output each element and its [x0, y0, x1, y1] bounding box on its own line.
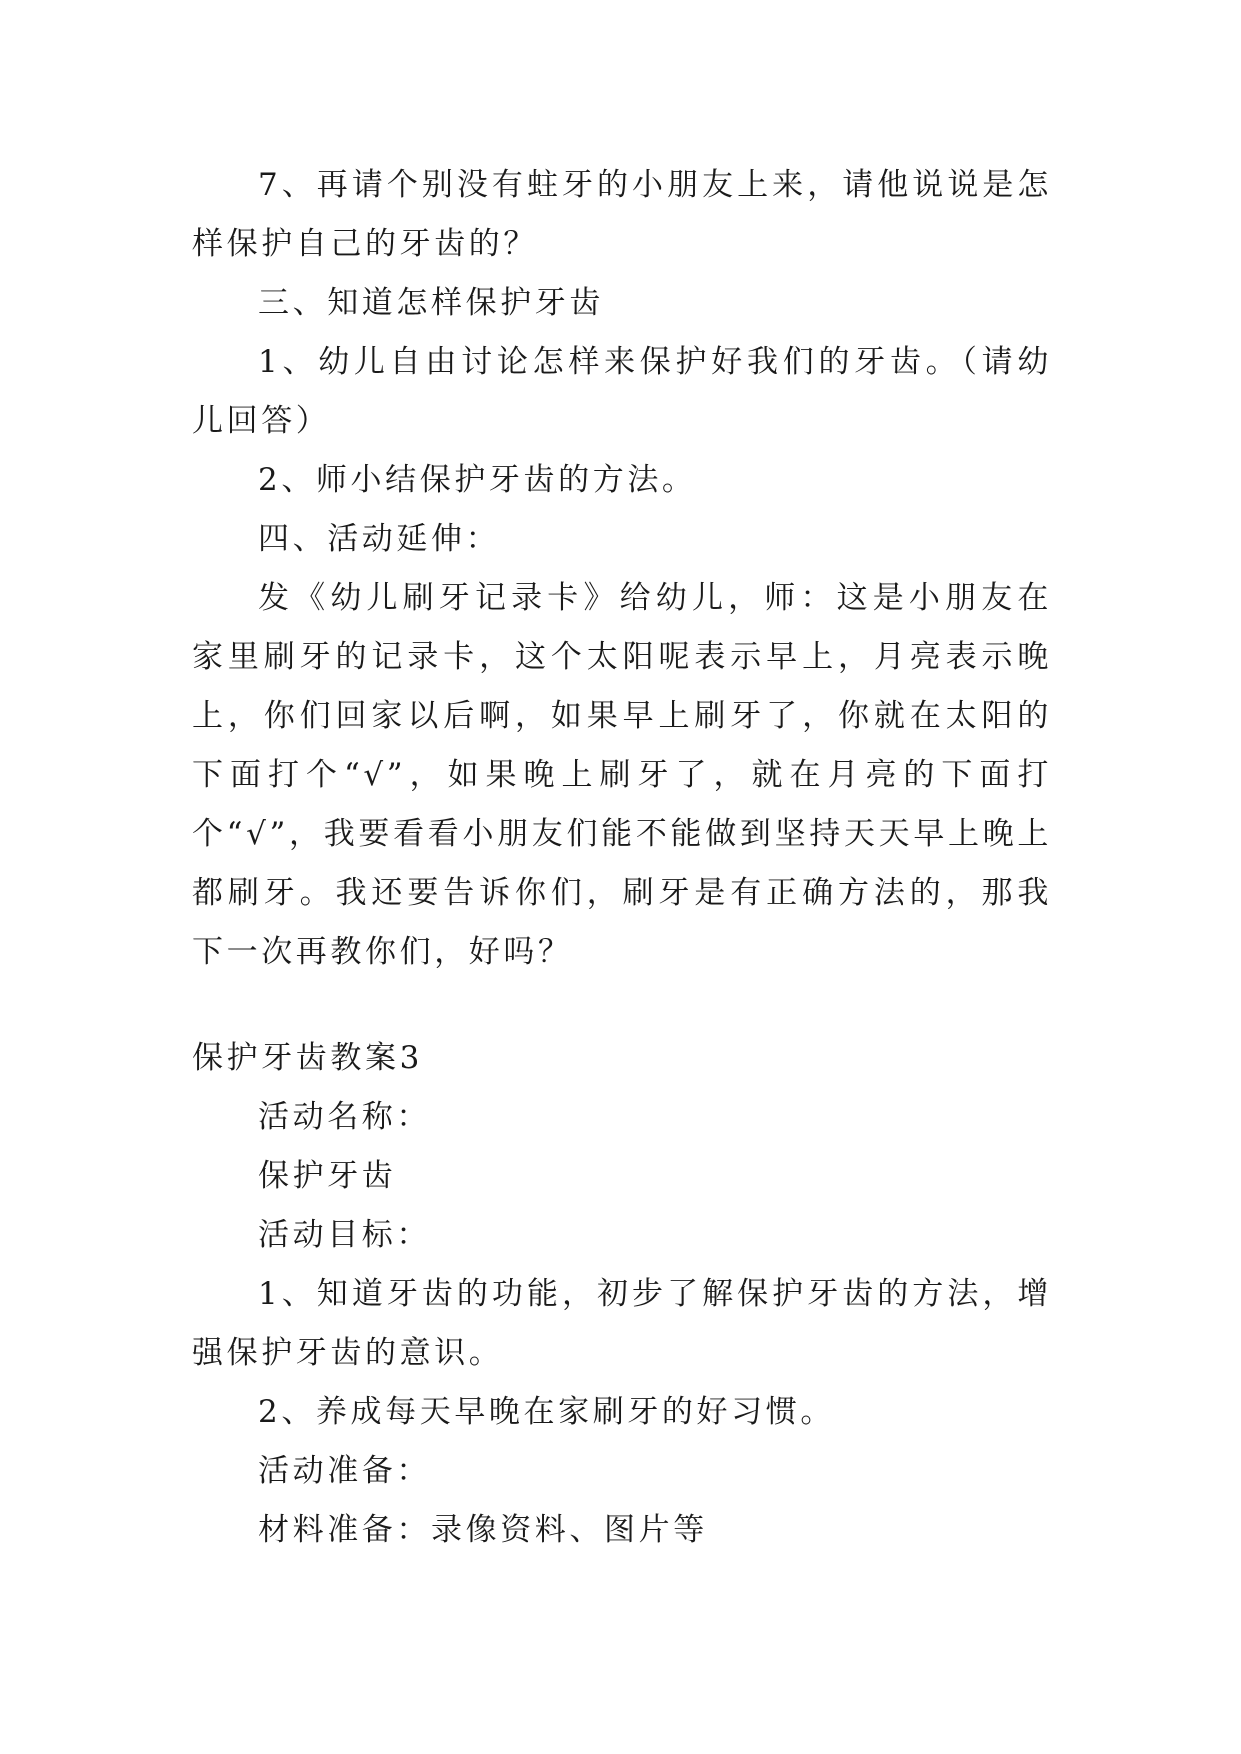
field-label: 活动准备：: [258, 1453, 431, 1489]
paragraph: 7、再请个别没有蛀牙的小朋友上来，请他说说是怎样保护自己的牙齿的？: [192, 167, 1052, 262]
section-2-body: [192, 1029, 1052, 1560]
paragraph: 2、养成每天早晚在家刷牙的好习惯。: [258, 1394, 835, 1430]
section-1-body: [192, 156, 1052, 982]
section-heading: 四、活动延伸：: [258, 521, 501, 557]
paragraph: 1、幼儿自由讨论怎样来保护好我们的牙齿。（请幼儿回答）: [192, 344, 1052, 439]
section-heading: 三、知道怎样保护牙齿: [258, 285, 604, 321]
field-label: 活动名称：: [258, 1099, 431, 1135]
paragraph: 2、师小结保护牙齿的方法。: [258, 462, 697, 498]
field-label: 活动目标：: [258, 1217, 431, 1253]
lesson-plan-title: 保护牙齿教案3: [192, 1040, 423, 1076]
paragraph: 发《幼儿刷牙记录卡》给幼儿，师：这是小朋友在家里刷牙的记录卡，这个太阳呢表示早上，月亮表示晚上，你们回家以后啊，如果早上刷牙了，你就在太阳的下面打个“√”，如果晚上刷牙了，就在月亮的下面打个“√”，我要看看小朋友们能不能做到坚持天天早上晚上都刷牙。我还要告诉你们，刷牙是有正确方法的，那我下一次再教你们，好吗？: [192, 580, 1052, 970]
paragraph: 1、知道牙齿的功能，初步了解保护牙齿的方法，增强保护牙齿的意识。: [192, 1276, 1052, 1371]
field-value: 保护牙齿: [258, 1158, 397, 1194]
paragraph: 材料准备：录像资料、图片等: [258, 1512, 708, 1548]
